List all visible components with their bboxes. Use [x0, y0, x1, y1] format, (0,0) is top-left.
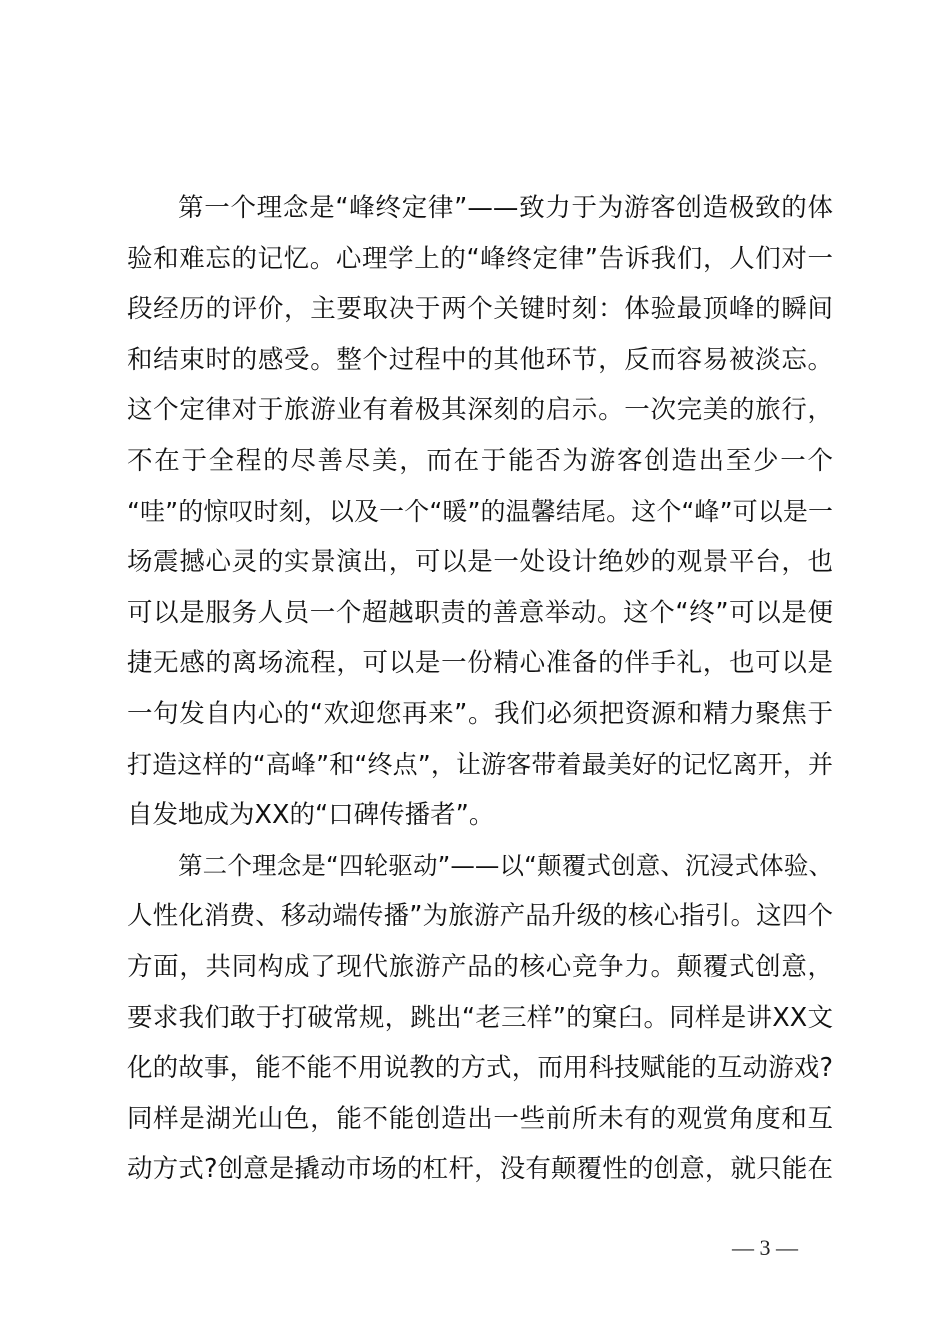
paragraph-1-line: 段经历的评价，主要取决于两个关键时刻：体验最顶峰的瞬间	[127, 294, 833, 325]
paragraph-1-line: 打造这样的“高峰”和“终点”，让游客带着最美好的记忆离开，并	[127, 749, 833, 779]
paragraph-1-line: “哇”的惊叹时刻，以及一个“暖”的温馨结尾。这个“峰”可以是一	[127, 496, 833, 526]
paragraph-2-line: 化的故事，能不能不用说教的方式，而用科技赋能的互动游戏?	[127, 1053, 833, 1084]
body-text	[127, 183, 833, 1195]
paragraph-2-line: 同样是湖光山色，能不能创造出一些前所未有的观赏角度和互	[127, 1103, 833, 1134]
page-number: — 3 —	[732, 1235, 798, 1260]
paragraph-1-line: 验和难忘的记忆。心理学上的“峰终定律”告诉我们，人们对一	[127, 243, 833, 274]
paragraph-2-line: 方面，共同构成了现代旅游产品的核心竞争力。颠覆式创意，	[127, 951, 833, 982]
paragraph-1-line: 不在于全程的尽善尽美，而在于能否为游客创造出至少一个	[127, 445, 833, 476]
paragraph-1-line: 场震撼心灵的实景演出，可以是一处设计绝妙的观景平台，也	[127, 547, 833, 578]
paragraph-2-line: 人性化消费、移动端传播”为旅游产品升级的核心指引。这四个	[127, 901, 833, 932]
paragraph-1-line: 和结束时的感受。整个过程中的其他环节，反而容易被淡忘。	[127, 344, 833, 375]
paragraph-2-line: 动方式?创意是撬动市场的杠杆，没有颠覆性的创意，就只能在	[127, 1154, 833, 1185]
paragraph-1-line: 第一个理念是“峰终定律”——致力于为游客创造极致的体	[178, 193, 833, 223]
paragraph-1-line: 一句发自内心的“欢迎您再来”。我们必须把资源和精力聚焦于	[127, 698, 833, 729]
paragraph-1-line: 可以是服务人员一个超越职责的善意举动。这个“终”可以是便	[127, 597, 833, 628]
paragraph-2-line: 第二个理念是“四轮驱动”——以“颠覆式创意、沉浸式体验、	[178, 850, 833, 880]
paragraph-1-line: 这个定律对于旅游业有着极其深刻的启示。一次完美的旅行，	[127, 395, 833, 426]
paragraph-1-line: 自发地成为XX的“口碑传播者”。	[127, 800, 495, 831]
paragraph-2-line: 要求我们敢于打破常规，跳出“老三样”的窠臼。同样是讲XX文	[127, 1002, 833, 1033]
paragraph-1-line: 捷无感的离场流程，可以是一份精心准备的伴手礼，也可以是	[127, 648, 833, 679]
